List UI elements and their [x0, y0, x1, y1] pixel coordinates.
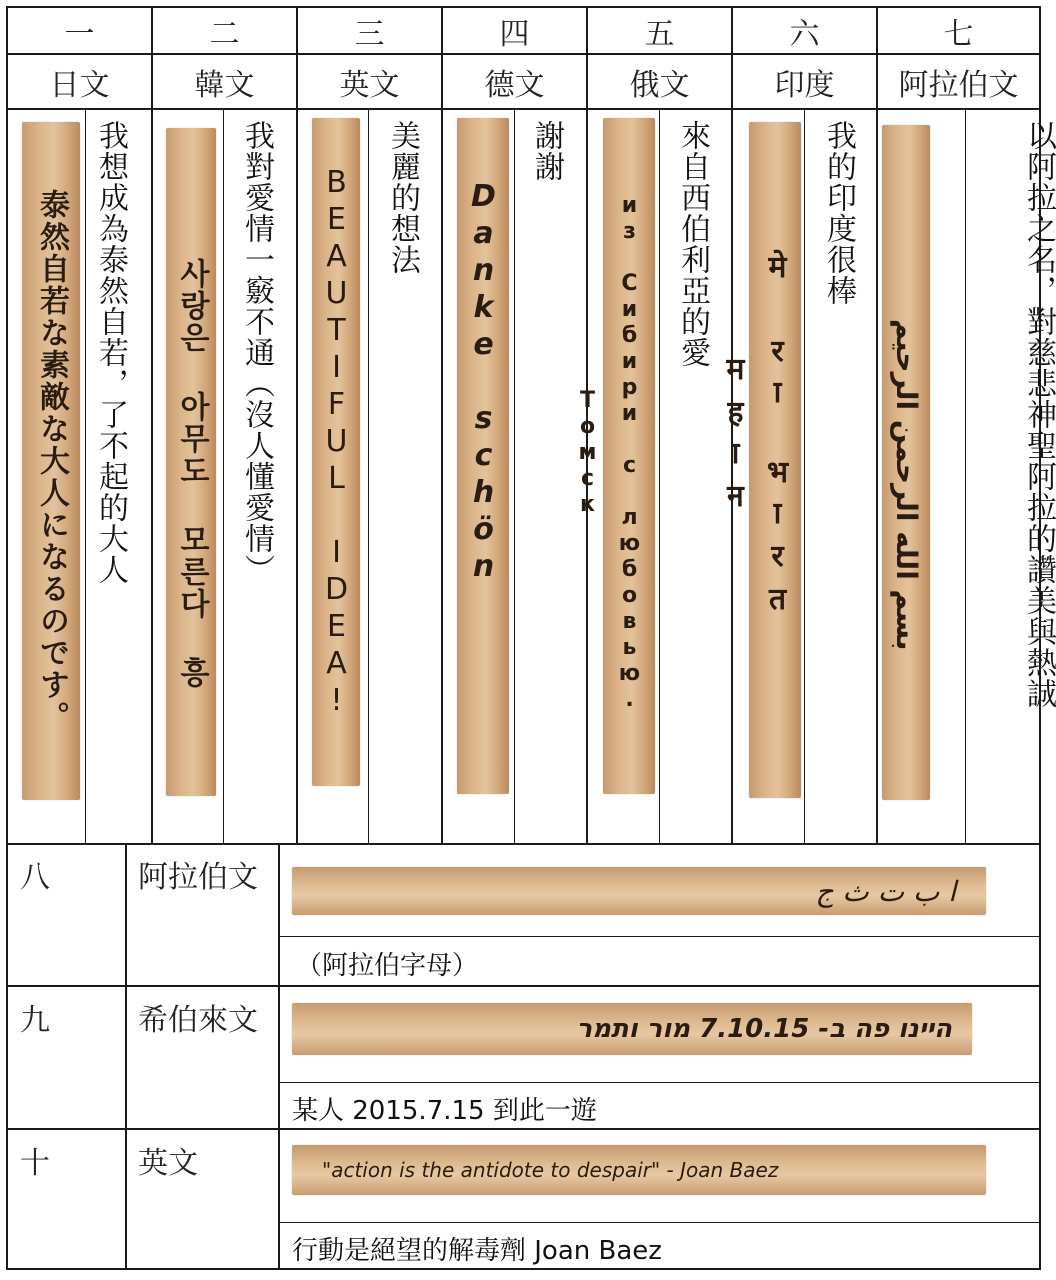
table-border	[85, 108, 86, 844]
stick-inscription: היינו פה ב- 7.10.15 מור ותמר	[576, 1014, 952, 1044]
wooden-stick-photo	[575, 118, 655, 794]
table-border	[441, 6, 443, 844]
column-language: 印度	[774, 67, 835, 103]
table-border	[223, 108, 224, 844]
table-border	[659, 108, 660, 844]
table-border	[6, 1128, 1041, 1130]
table-border	[6, 985, 1041, 987]
table-border	[278, 1222, 1041, 1223]
column-number: 一	[64, 16, 95, 52]
table-border	[6, 1268, 1041, 1270]
column-language: 俄文	[629, 67, 690, 103]
stick-inscription: "action is the antidote to despair" - Joan Baez	[322, 1158, 779, 1182]
table-border	[6, 108, 1041, 110]
wooden-stick-photo	[292, 1003, 972, 1055]
stick-inscription: मेरा भारत महान	[716, 244, 793, 620]
stick-caption: 某人 2015.7.15 到此一遊	[292, 1096, 597, 1126]
translation-text: 謝謝	[529, 120, 564, 182]
wooden-stick-photo	[882, 125, 930, 800]
stick-caption: （阿拉伯字母）	[296, 951, 479, 981]
wooden-stick-photo	[292, 867, 986, 915]
translation-text: 美麗的想法	[385, 120, 420, 275]
table-border	[965, 108, 966, 844]
column-language: 英文	[339, 67, 400, 103]
column-number: 五	[644, 16, 675, 52]
stick-inscription: 사랑은 아무도 모른다 흥	[174, 257, 209, 689]
table-border	[876, 6, 878, 844]
column-number: 三	[354, 16, 385, 52]
wooden-stick-photo	[292, 1145, 986, 1195]
wooden-stick-photo	[716, 122, 801, 798]
table-border	[278, 936, 1041, 937]
translation-text: 來自西伯利亞的愛	[675, 120, 710, 368]
table-border	[6, 6, 8, 1270]
table-border	[368, 108, 369, 844]
row-number: 十	[20, 1146, 50, 1181]
wooden-stick-photo	[22, 122, 80, 800]
table-border	[296, 6, 298, 844]
column-number: 六	[789, 16, 820, 52]
table-border	[6, 843, 1041, 845]
row-number: 九	[20, 1003, 50, 1038]
column-language: 韓文	[194, 67, 255, 103]
row-number: 八	[20, 860, 50, 895]
row-language: 阿拉伯文	[138, 860, 258, 895]
column-number: 四	[499, 16, 530, 52]
wooden-stick-photo	[457, 118, 509, 794]
translation-text: 我對愛情一竅不通（沒人懂愛情）	[239, 120, 274, 585]
wooden-stick-photo	[166, 128, 216, 796]
stick-inscription: BEAUTIFUL IDEA!	[319, 164, 354, 720]
table-border	[125, 843, 127, 1270]
row-language: 希伯來文	[138, 1003, 258, 1038]
table-border	[278, 1082, 1041, 1083]
translation-text: 我的印度很棒	[821, 120, 856, 306]
column-language: 日文	[49, 67, 110, 103]
column-number: 二	[209, 16, 240, 52]
translation-text: 我想成為泰然自若，了不起的大人	[93, 120, 128, 585]
column-language: 阿拉伯文	[898, 67, 1019, 103]
table-border	[804, 108, 805, 844]
column-language: 德文	[484, 67, 545, 103]
table-border	[151, 6, 153, 844]
table-border	[278, 843, 280, 1270]
stick-caption: 行動是絕望的解毒劑 Joan Baez	[292, 1236, 662, 1266]
stick-inscription: ا ب ت ث ج	[815, 874, 956, 908]
row-language: 英文	[138, 1146, 198, 1181]
wooden-stick-photo	[312, 118, 360, 786]
stick-inscription: Danke schön	[466, 178, 501, 586]
translation-text: 以阿拉之名，對慈悲神聖阿拉的讚美與熱誠	[1021, 120, 1056, 709]
table-border	[514, 108, 515, 844]
stick-inscription: 泰然自若な素敵な大人になるのです。	[34, 189, 69, 733]
stick-inscription: из Сибири с любовью. Томск	[575, 193, 642, 713]
stick-inscription: بسم الله الرحمن الرحيم	[890, 319, 923, 651]
column-number: 七	[943, 16, 974, 52]
